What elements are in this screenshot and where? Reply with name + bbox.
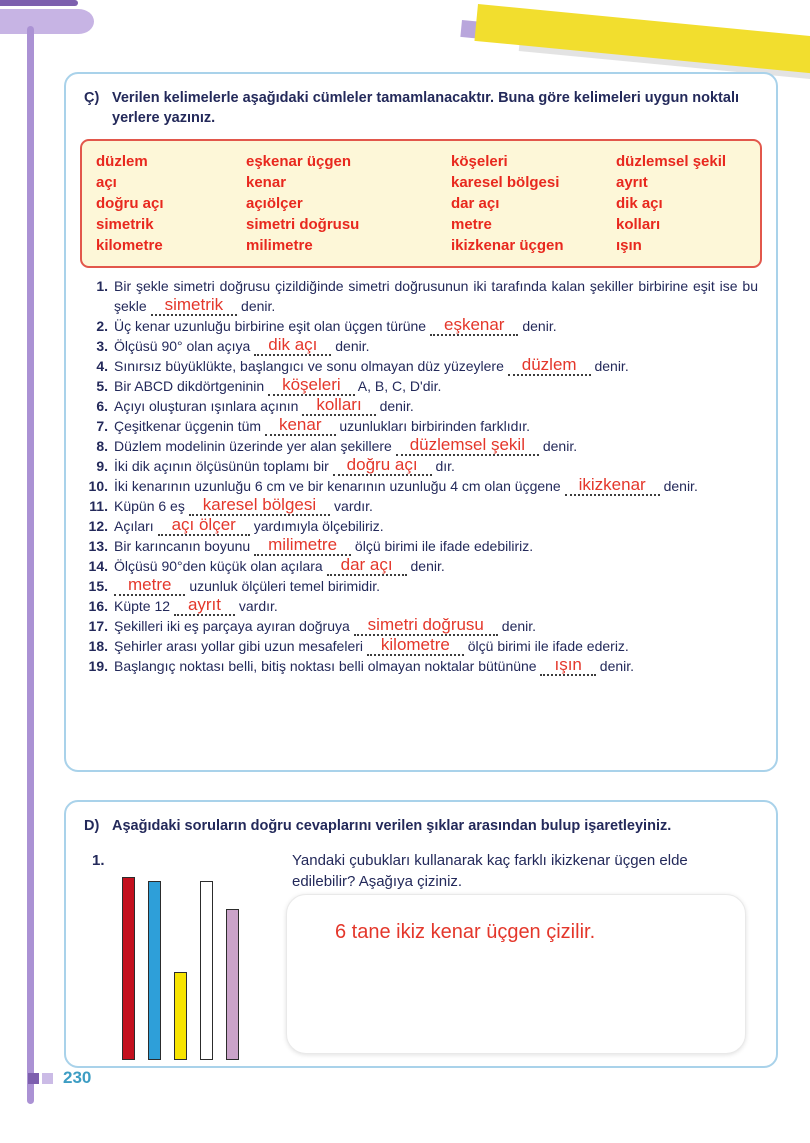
word-bank-word: ışın xyxy=(616,236,642,254)
section-d xyxy=(64,800,778,1068)
question-number: 14. xyxy=(88,557,108,574)
question-list xyxy=(80,276,758,676)
question-text: Bir ABCD dikdörtgeninin köşeleri A, B, C, D'dir. xyxy=(114,374,442,394)
question-text: Küpün 6 eş karesel bölgesi vardır. xyxy=(114,494,373,514)
yellow-stick xyxy=(174,972,187,1060)
word-bank-column xyxy=(96,151,246,256)
word-bank-word: açıölçer xyxy=(246,194,303,212)
question-text: Düzlem modelinin üzerinde yer alan şekillere düzlemsel şekil denir. xyxy=(114,434,578,454)
white-stick xyxy=(200,881,213,1060)
section-c-instruction: Verilen kelimelerle aşağıdaki cümleler tamamlanacaktır. Buna göre kelimeleri uygun noktalı yerlere yazınız. xyxy=(112,90,739,127)
question-text: Sınırsız büyüklükte, başlangıcı ve sonu olmayan düz yüzeylere düzlem denir. xyxy=(114,354,629,374)
footer-square-purple xyxy=(28,1073,39,1084)
plum-stick xyxy=(226,909,239,1060)
handwritten-answer: dik açı xyxy=(268,334,318,354)
question-number: 18. xyxy=(88,637,108,654)
blue-stick xyxy=(148,881,161,1060)
question-row xyxy=(80,436,758,456)
answer-blank xyxy=(565,474,660,496)
question-number: 19. xyxy=(88,657,108,674)
handwritten-answer: düzlem xyxy=(521,354,577,374)
question-row xyxy=(80,516,758,536)
question-row xyxy=(80,656,758,676)
question-row xyxy=(80,636,758,656)
handwritten-answer: karesel bölgesi xyxy=(202,494,317,514)
question-text: Ölçüsü 90°den küçük olan açılara dar açı denir. xyxy=(114,554,445,574)
question-number: 3. xyxy=(96,337,108,354)
question-row xyxy=(80,616,758,636)
question-number: 16. xyxy=(88,597,108,614)
handwritten-answer: düzlemsel şekil xyxy=(409,434,525,454)
word-bank-word: eşkenar üçgen xyxy=(246,152,352,170)
word-bank xyxy=(80,139,762,268)
question-text: Üç kenar uzunluğu birbirine eşit olan üçgen türüne eşkenar denir. xyxy=(114,314,557,334)
handwritten-answer: milimetre xyxy=(268,534,338,554)
handwritten-answer: ışın xyxy=(554,654,582,674)
page-number: 230 xyxy=(63,1068,92,1087)
question-row xyxy=(80,376,758,396)
word-bank-word: doğru açı xyxy=(96,194,164,212)
answer-blank xyxy=(396,434,539,456)
word-bank-word: düzlemsel şekil xyxy=(616,152,727,170)
answer-blank xyxy=(327,554,407,576)
question-text: metre uzunluk ölçüleri temel birimidir. xyxy=(114,576,380,596)
question-row xyxy=(80,496,758,516)
question-row xyxy=(80,316,758,336)
question-text: Şehirler arası yollar gibi uzun mesafeleri kilometre ölçü birimi ile ifade ederiz. xyxy=(114,634,629,654)
section-c-heading xyxy=(66,74,776,133)
question-d1-number: 1. xyxy=(92,852,105,869)
handwritten-answer: eşkenar xyxy=(443,314,505,334)
word-bank-column xyxy=(616,151,746,256)
question-number: 5. xyxy=(96,377,108,394)
word-bank-word: metre xyxy=(451,215,492,233)
question-row xyxy=(80,476,758,496)
handwritten-answer: simetrik xyxy=(164,294,224,314)
question-number: 11. xyxy=(89,497,108,514)
question-row xyxy=(80,396,758,416)
word-bank-word: açı xyxy=(96,173,117,191)
answer-blank xyxy=(302,394,375,416)
handwritten-answer: kenar xyxy=(278,414,322,434)
word-bank-column xyxy=(246,151,451,256)
word-bank-word: dar açı xyxy=(451,194,500,212)
question-number: 13. xyxy=(88,537,108,554)
section-d-heading xyxy=(66,802,776,840)
answer-blank xyxy=(367,634,464,656)
question-number: 2. xyxy=(96,317,108,334)
word-bank-word: ayrıt xyxy=(616,173,648,191)
handwritten-answer: kolları xyxy=(316,394,362,414)
question-number: 7. xyxy=(96,417,108,434)
handwritten-answer: dar açı xyxy=(340,554,393,574)
section-d-instruction: Aşağıdaki soruların doğru cevaplarını verilen şıklar arasından bulup işaretleyiniz. xyxy=(112,818,672,834)
handwritten-answer: 6 tane ikiz kenar üçgen çizilir. xyxy=(335,921,596,943)
answer-blank xyxy=(508,354,591,376)
question-text: Açıları açı ölçer yardımıyla ölçebiliriz. xyxy=(114,514,384,534)
ribbon-yellow-stripe xyxy=(474,4,810,78)
answer-blank xyxy=(254,334,331,356)
question-number: 10. xyxy=(88,477,108,494)
answer-blank xyxy=(151,294,238,316)
answer-blank xyxy=(174,594,235,616)
red-stick xyxy=(122,877,135,1060)
answer-blank xyxy=(268,374,355,396)
answer-blank xyxy=(114,574,185,596)
handwritten-answer: açı ölçer xyxy=(171,514,236,534)
left-margin-line xyxy=(27,26,34,1104)
handwritten-answer: doğru açı xyxy=(346,454,418,474)
word-bank-word: kilometre xyxy=(96,236,163,254)
corner-bar-decoration xyxy=(0,0,78,6)
question-row xyxy=(80,556,758,576)
word-bank-word: simetri doğrusu xyxy=(246,215,360,233)
word-bank-word: ikizkenar üçgen xyxy=(451,236,564,254)
question-number: 1. xyxy=(96,277,108,294)
question-row xyxy=(80,596,758,616)
question-text: Çeşitkenar üçgenin tüm kenar uzunlukları birbirinden farklıdır. xyxy=(114,414,531,434)
answer-blank xyxy=(333,454,432,476)
question-number: 15. xyxy=(88,577,108,594)
question-number: 12. xyxy=(88,517,108,534)
question-text: Açıyı oluşturan ışınlara açının kolları denir. xyxy=(114,394,414,414)
question-number: 4. xyxy=(96,357,108,374)
question-row xyxy=(80,456,758,476)
handwritten-answer: metre xyxy=(128,574,172,594)
answer-blank xyxy=(254,534,351,556)
question-number: 9. xyxy=(96,457,108,474)
word-bank-word: dik açı xyxy=(616,194,663,212)
question-text: Küpte 12 ayrıt vardır. xyxy=(114,594,278,614)
answer-blank xyxy=(158,514,250,536)
question-text: Ölçüsü 90° olan açıya dik açı denir. xyxy=(114,334,370,354)
page-footer xyxy=(28,1068,91,1088)
word-bank-word: simetrik xyxy=(96,215,154,233)
question-number: 8. xyxy=(96,437,108,454)
answer-blank xyxy=(265,414,336,436)
question-text: İki dik açının ölçüsünün toplamı bir doğru açı dır. xyxy=(114,454,455,474)
question-text: Başlangıç noktası belli, bitiş noktası belli olmayan noktalar bütününe ışın denir. xyxy=(114,654,635,674)
question-row xyxy=(80,336,758,356)
question-row xyxy=(80,276,758,316)
handwritten-answer: ayrıt xyxy=(187,594,221,614)
word-bank-word: köşeleri xyxy=(451,152,508,170)
word-bank-word: düzlem xyxy=(96,152,148,170)
section-c-label: Ç) xyxy=(84,90,100,106)
handwritten-answer: simetri doğrusu xyxy=(367,614,484,634)
question-text: İki kenarının uzunluğu 6 cm ve bir kenarının uzunluğu 4 cm olan üçgene ikizkenar denir. xyxy=(114,474,698,494)
word-bank-word: karesel bölgesi xyxy=(451,173,560,191)
question-row xyxy=(80,536,758,556)
question-text: Şekilleri iki eş parçaya ayıran doğruya simetri doğrusu denir. xyxy=(114,614,537,634)
handwritten-answer: kilometre xyxy=(380,634,450,654)
question-number: 17. xyxy=(88,617,108,634)
answer-blank xyxy=(540,654,595,676)
question-row xyxy=(80,356,758,376)
word-bank-column xyxy=(451,151,616,256)
word-bank-word: kenar xyxy=(246,173,287,191)
answer-blank xyxy=(430,314,518,336)
question-row xyxy=(80,416,758,436)
question-d1-text: Yandaki çubukları kullanarak kaç farklı ikizkenar üçgen elde edilebilir? Aşağıya çiziniz. xyxy=(292,852,688,890)
section-d-label: D) xyxy=(84,818,100,834)
question-text: Bir karıncanın boyunu milimetre ölçü birimi ile ifade edebiliriz. xyxy=(114,534,534,554)
question-row xyxy=(80,576,758,596)
word-bank-word: milimetre xyxy=(246,236,313,254)
footer-square-lavender xyxy=(42,1073,53,1084)
corner-swoosh-decoration xyxy=(0,9,94,34)
drawing-answer-box xyxy=(286,894,746,1054)
question-text: Bir şekle simetri doğrusu çizildiğinde simetri doğrusunun iki tarafında kalan şekiller birbirine eşit ise bu şekle simetrik denir. xyxy=(114,277,758,314)
handwritten-answer: ikizkenar xyxy=(578,474,646,494)
question-number: 6. xyxy=(96,397,108,414)
answer-blank xyxy=(354,614,498,636)
stick-bars xyxy=(122,866,282,1060)
section-c xyxy=(64,72,778,772)
word-bank-word: kolları xyxy=(616,215,661,233)
handwritten-answer: köşeleri xyxy=(282,374,341,394)
